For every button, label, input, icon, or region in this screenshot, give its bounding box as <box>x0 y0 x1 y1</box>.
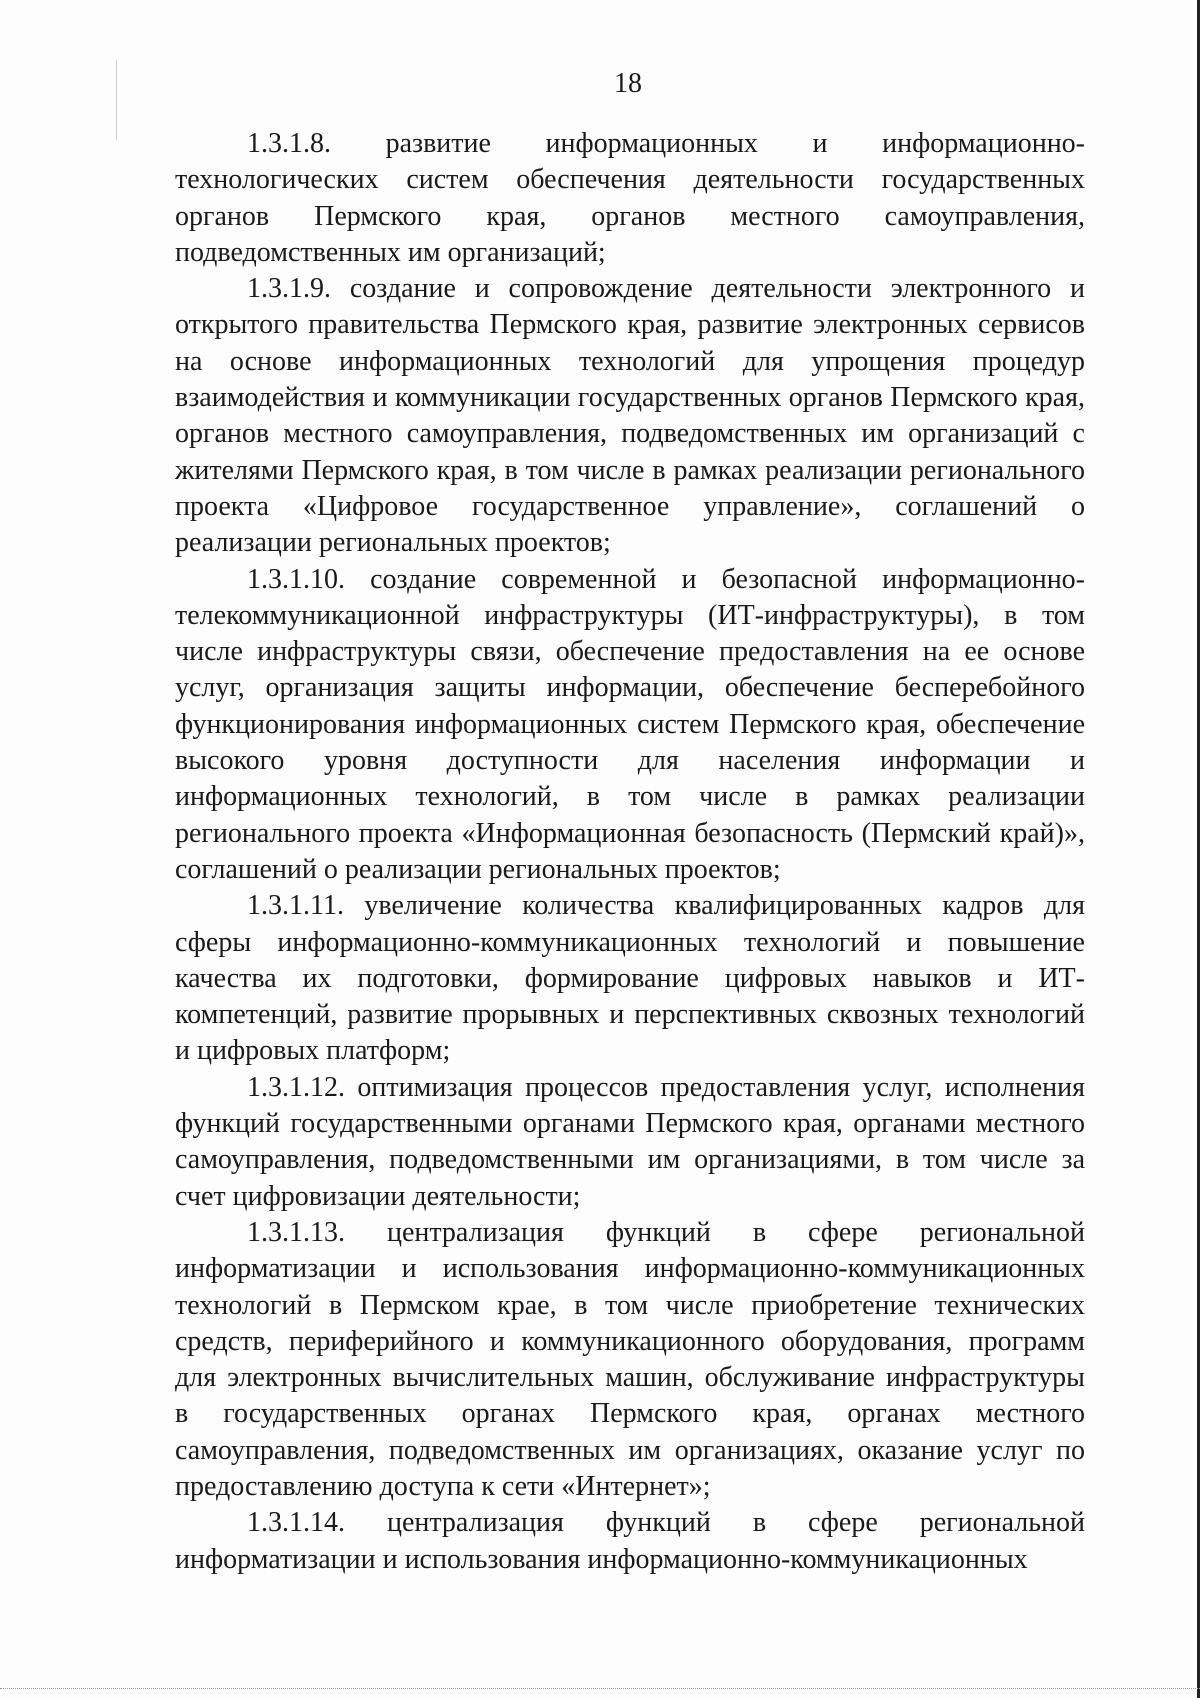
paragraph-1-3-1-11: 1.3.1.11. увеличение количества квалифицированных кадров для сферы информационно-коммуникационных технологий и повышение качества их подготовки, формирование цифровых навыков и ИТ-компетенций, развитие прорывных и перспективных сквозных технологий и цифровых платформ; <box>175 890 1085 1067</box>
paragraph-1-3-1-9: 1.3.1.9. создание и сопровождение деятельности электронного и открытого правительства Пермского края, развитие электронных сервисов на основе информационных технологий для упрощения процедур взаимодействия и коммуникации государственных органов Пермского края, органов местного самоуправления, подведомственных им организаций с жителями Пермского края, в том числе в рамках реализации регионального проекта «Цифровое государственное управление», соглашений о реализации региональных проектов; <box>175 273 1085 559</box>
document-body <box>175 126 1085 1578</box>
paragraph-1-3-1-10: 1.3.1.10. создание современной и безопасной информационно-телекоммуникационной инфраструктуры (ИТ-инфраструктуры), в том числе инфраструктуры связи, обеспечение предоставления на ее основе услуг, организация защиты информации, обеспечение бесперебойного функционирования информационных систем Пермского края, обеспечение высокого уровня доступности для населения информации и информационных технологий, в том числе в рамках реализации регионального проекта «Информационная безопасность (Пермский край)», соглашений о реализации региональных проектов; <box>175 563 1085 885</box>
scan-border-bottom <box>0 1688 1200 1690</box>
page-number: 18 <box>614 68 642 99</box>
paragraph-1-3-1-8: 1.3.1.8. развитие информационных и информационно-технологических систем обеспечения деятельности государственных органов Пермского края, органов местного самоуправления, подведомственных им организаций; <box>175 128 1085 268</box>
paragraph-1-3-1-12: 1.3.1.12. оптимизация процессов предоставления услуг, исполнения функций государственными органами Пермского края, органами местного самоуправления, подведомственными им организациями, в том числе за счет цифровизации деятельности; <box>175 1071 1085 1212</box>
paragraph-1-3-1-14: 1.3.1.14. централизация функций в сфере региональной информатизации и использования информационно-коммуникационных <box>175 1507 1085 1575</box>
paragraph-1-3-1-13: 1.3.1.13. централизация функций в сфере региональной информатизации и использования информационно-коммуникационных технологий в Пермском крае, в том числе приобретение технических средств, периферийного и коммуникационного оборудования, программ для электронных вычислительных машин, обслуживание инфраструктуры в государственных органах Пермского края, органах местного самоуправления, подведомственных им организациях, оказание услуг по предоставлению доступа к сети «Интернет»; <box>175 1216 1085 1502</box>
